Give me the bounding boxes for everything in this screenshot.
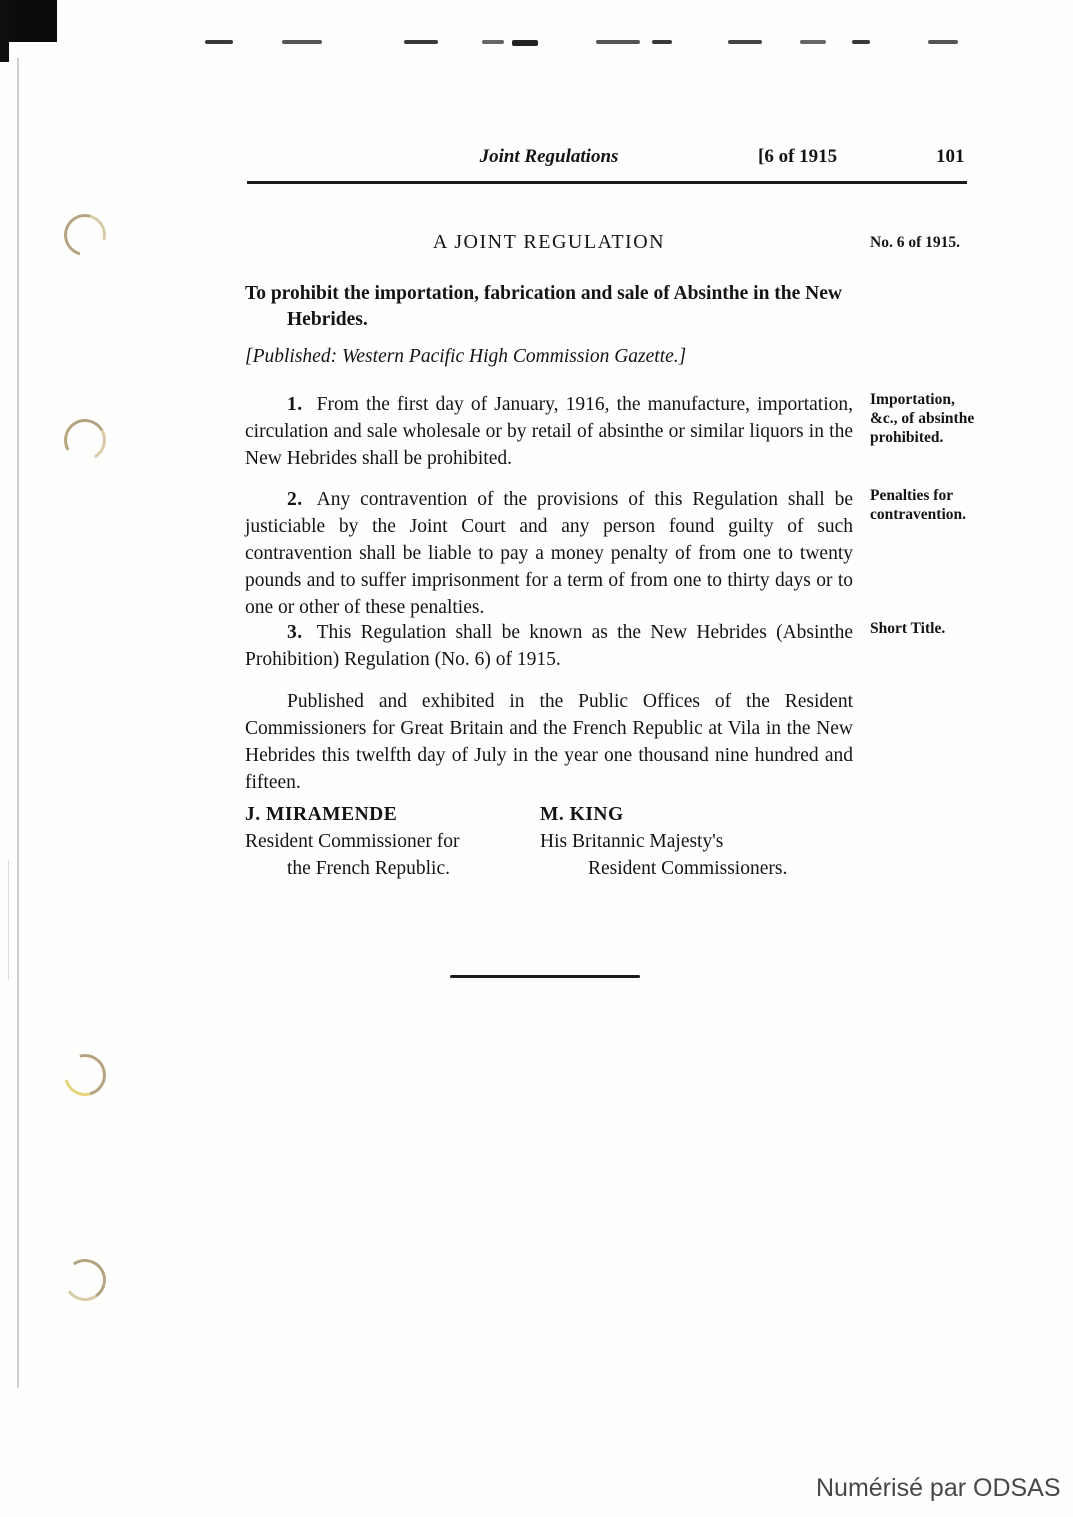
signature-british-name: M. KING: [540, 804, 624, 825]
punch-hole: [59, 414, 110, 465]
signature-british: [540, 801, 835, 882]
scan-edge-line: [8, 860, 9, 980]
scan-artifact-dash: [800, 40, 826, 44]
punch-hole: [61, 1256, 110, 1305]
closing-paragraph: Published and exhibited in the Public Offices of the Resident Commissioners for Great Britain and the French Republic at Vila in the New Hebrides this twelfth day of July in the year one thousand nine hundred and fifteen.: [245, 691, 853, 793]
scan-artifact-dash: [282, 40, 322, 44]
signature-british-title-1: His Britannic Majesty's: [540, 831, 724, 852]
section-2-paragraph: [245, 486, 853, 621]
section-1-paragraph: [245, 391, 853, 472]
scan-artifact-dash: [596, 40, 640, 44]
scan-artifact-dash: [404, 40, 438, 44]
scan-artifact-dash: [652, 40, 672, 44]
published-line: [Published: Western Pacific High Commission Gazette.]: [245, 346, 687, 367]
scan-artifact-dash: [205, 40, 233, 44]
section-3-text: This Regulation shall be known as the New Hebrides (Absinthe Prohibition) Regulation (No. 6) of 1915.: [245, 622, 853, 670]
signature-french-name: J. MIRAMENDE: [245, 804, 398, 825]
scan-artifact-dash: [482, 40, 504, 44]
page-number: 101: [936, 146, 965, 167]
scan-artifact-dash: [852, 40, 870, 44]
signature-french: [245, 801, 540, 882]
signature-block: [245, 801, 853, 882]
running-title: Joint Regulations: [479, 146, 619, 167]
signature-british-title-2: Resident Commissioners.: [588, 858, 788, 879]
signature-french-title-1: Resident Commissioner for: [245, 831, 460, 852]
scan-artifact-edge: [0, 0, 9, 62]
section-3-number: 3.: [287, 622, 303, 643]
section-2-margin-note: Penalties for contravention.: [870, 487, 967, 523]
section-3-paragraph: [245, 619, 853, 673]
end-divider: [450, 975, 640, 978]
section-1-margin-note: Importation, &c., of absinthe prohibited.: [870, 391, 975, 446]
odsas-watermark: Numérisé par ODSAS: [816, 1474, 1061, 1502]
signature-french-title-2: the French Republic.: [287, 858, 450, 879]
scan-artifact-dash: [728, 40, 762, 44]
section-3-margin-note: Short Title.: [870, 620, 946, 637]
section-2-number: 2.: [287, 489, 303, 510]
section-1-text: From the first day of January, 1916, the manufacture, importation, circulation and sale wholesale or by retail of absinthe or similar liquors in the New Hebrides shall be prohibited.: [245, 394, 853, 469]
edition-label: [6 of 1915: [758, 146, 838, 167]
punch-hole: [56, 1046, 113, 1103]
regulation-no-note: No. 6 of 1915.: [870, 234, 960, 251]
regulation-title: A JOINT REGULATION: [432, 231, 666, 253]
header-divider: [247, 181, 967, 184]
punch-hole: [56, 206, 113, 263]
scan-artifact-dash: [928, 40, 958, 44]
section-2-text: Any contravention of the provisions of this Regulation shall be justiciable by the Joint Court and any person found guilty of such contravention shall be liable to pay a money penalty of from one to twenty pounds and to suffer imprisonment for a term of from one to thirty days or to one or other of these penalties.: [245, 489, 853, 618]
regulation-subtitle: To prohibit the importation, fabrication and sale of Absinthe in the New Hebrides.: [245, 283, 842, 330]
scan-artifact-dash: [512, 40, 538, 46]
scan-edge-line: [17, 58, 19, 1388]
section-1-number: 1.: [287, 394, 303, 415]
